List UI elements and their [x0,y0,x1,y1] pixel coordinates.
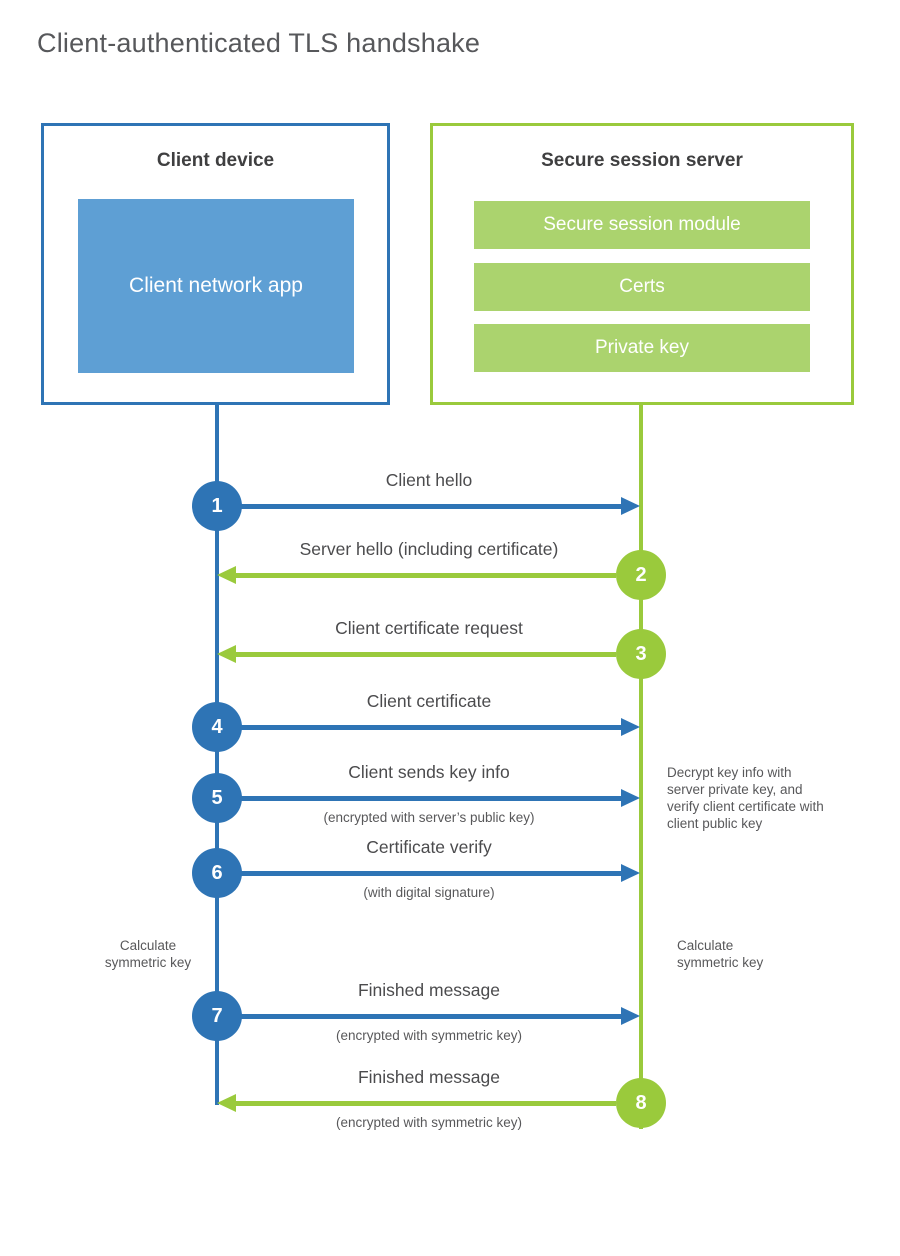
message-label: Client hello [385,470,473,490]
arrow-line [240,871,622,876]
arrow-head-left-icon [217,645,236,663]
arrow-line [240,504,622,509]
note-calculate-symmetric-key-client: Calculate symmetric key [104,938,192,970]
server-module-secure-session-module: Secure session module [474,201,810,249]
client-network-app-box [78,199,354,373]
step-badge-4: 4 [192,702,242,752]
arrow-line [240,725,622,730]
arrow-head-right-icon [621,1007,640,1025]
message-label: Server hello (including certificate) [299,539,559,559]
client-device-title: Client device [156,150,275,171]
message-label: Certificate verify [366,837,492,857]
step-badge-6: 6 [192,848,242,898]
step-badge-5: 5 [192,773,242,823]
arrow-line [236,652,616,657]
step-badge-7: 7 [192,991,242,1041]
message-5-client-sends-key-info [192,762,666,825]
message-sublabel: (with digital signature) [363,885,495,900]
message-3-client-certificate-request [192,618,666,679]
arrow-head-left-icon [217,1094,236,1112]
message-2-server-hello [192,539,666,600]
step-badge-1: 1 [192,481,242,531]
arrow-head-right-icon [621,789,640,807]
step-badge-2: 2 [616,550,666,600]
secure-session-server-title: Secure session server [541,150,743,171]
arrow-head-right-icon [621,718,640,736]
message-6-certificate-verify [192,837,666,900]
arrow-line [240,1014,622,1019]
arrow-head-left-icon [217,566,236,584]
message-label: Client certificate [366,691,492,711]
arrow-head-right-icon [621,864,640,882]
message-label: Finished message [357,980,501,1000]
arrow-line [236,1101,616,1106]
message-1-client-hello [192,470,666,531]
arrow-line [240,796,622,801]
message-label: Client certificate request [335,618,523,638]
message-sublabel: (encrypted with symmetric key) [335,1028,523,1043]
page-title: Client-authenticated TLS handshake [37,28,481,58]
note-calculate-symmetric-key-server: Calculate symmetric key [677,938,764,970]
note-decrypt-key-info: Decrypt key info with server private key, and verify client certificate with client public key [667,765,824,831]
server-module-private-key: Private key [474,324,810,372]
server-module-certs: Certs [474,263,810,311]
message-sublabel: (encrypted with symmetric key) [335,1115,523,1130]
message-label: Finished message [357,1067,501,1087]
arrow-head-right-icon [621,497,640,515]
client-device-box [41,123,390,405]
client-network-app-label: Client network app [129,273,303,297]
message-8-finished-message [192,1067,666,1130]
message-sublabel: (encrypted with server’s public key) [323,810,535,825]
step-badge-3: 3 [616,629,666,679]
arrow-line [236,573,616,578]
secure-session-server-box [430,123,854,405]
step-badge-8: 8 [616,1078,666,1128]
message-label: Client sends key info [348,762,510,782]
message-4-client-certificate [192,691,666,752]
message-7-finished-message [192,980,666,1043]
